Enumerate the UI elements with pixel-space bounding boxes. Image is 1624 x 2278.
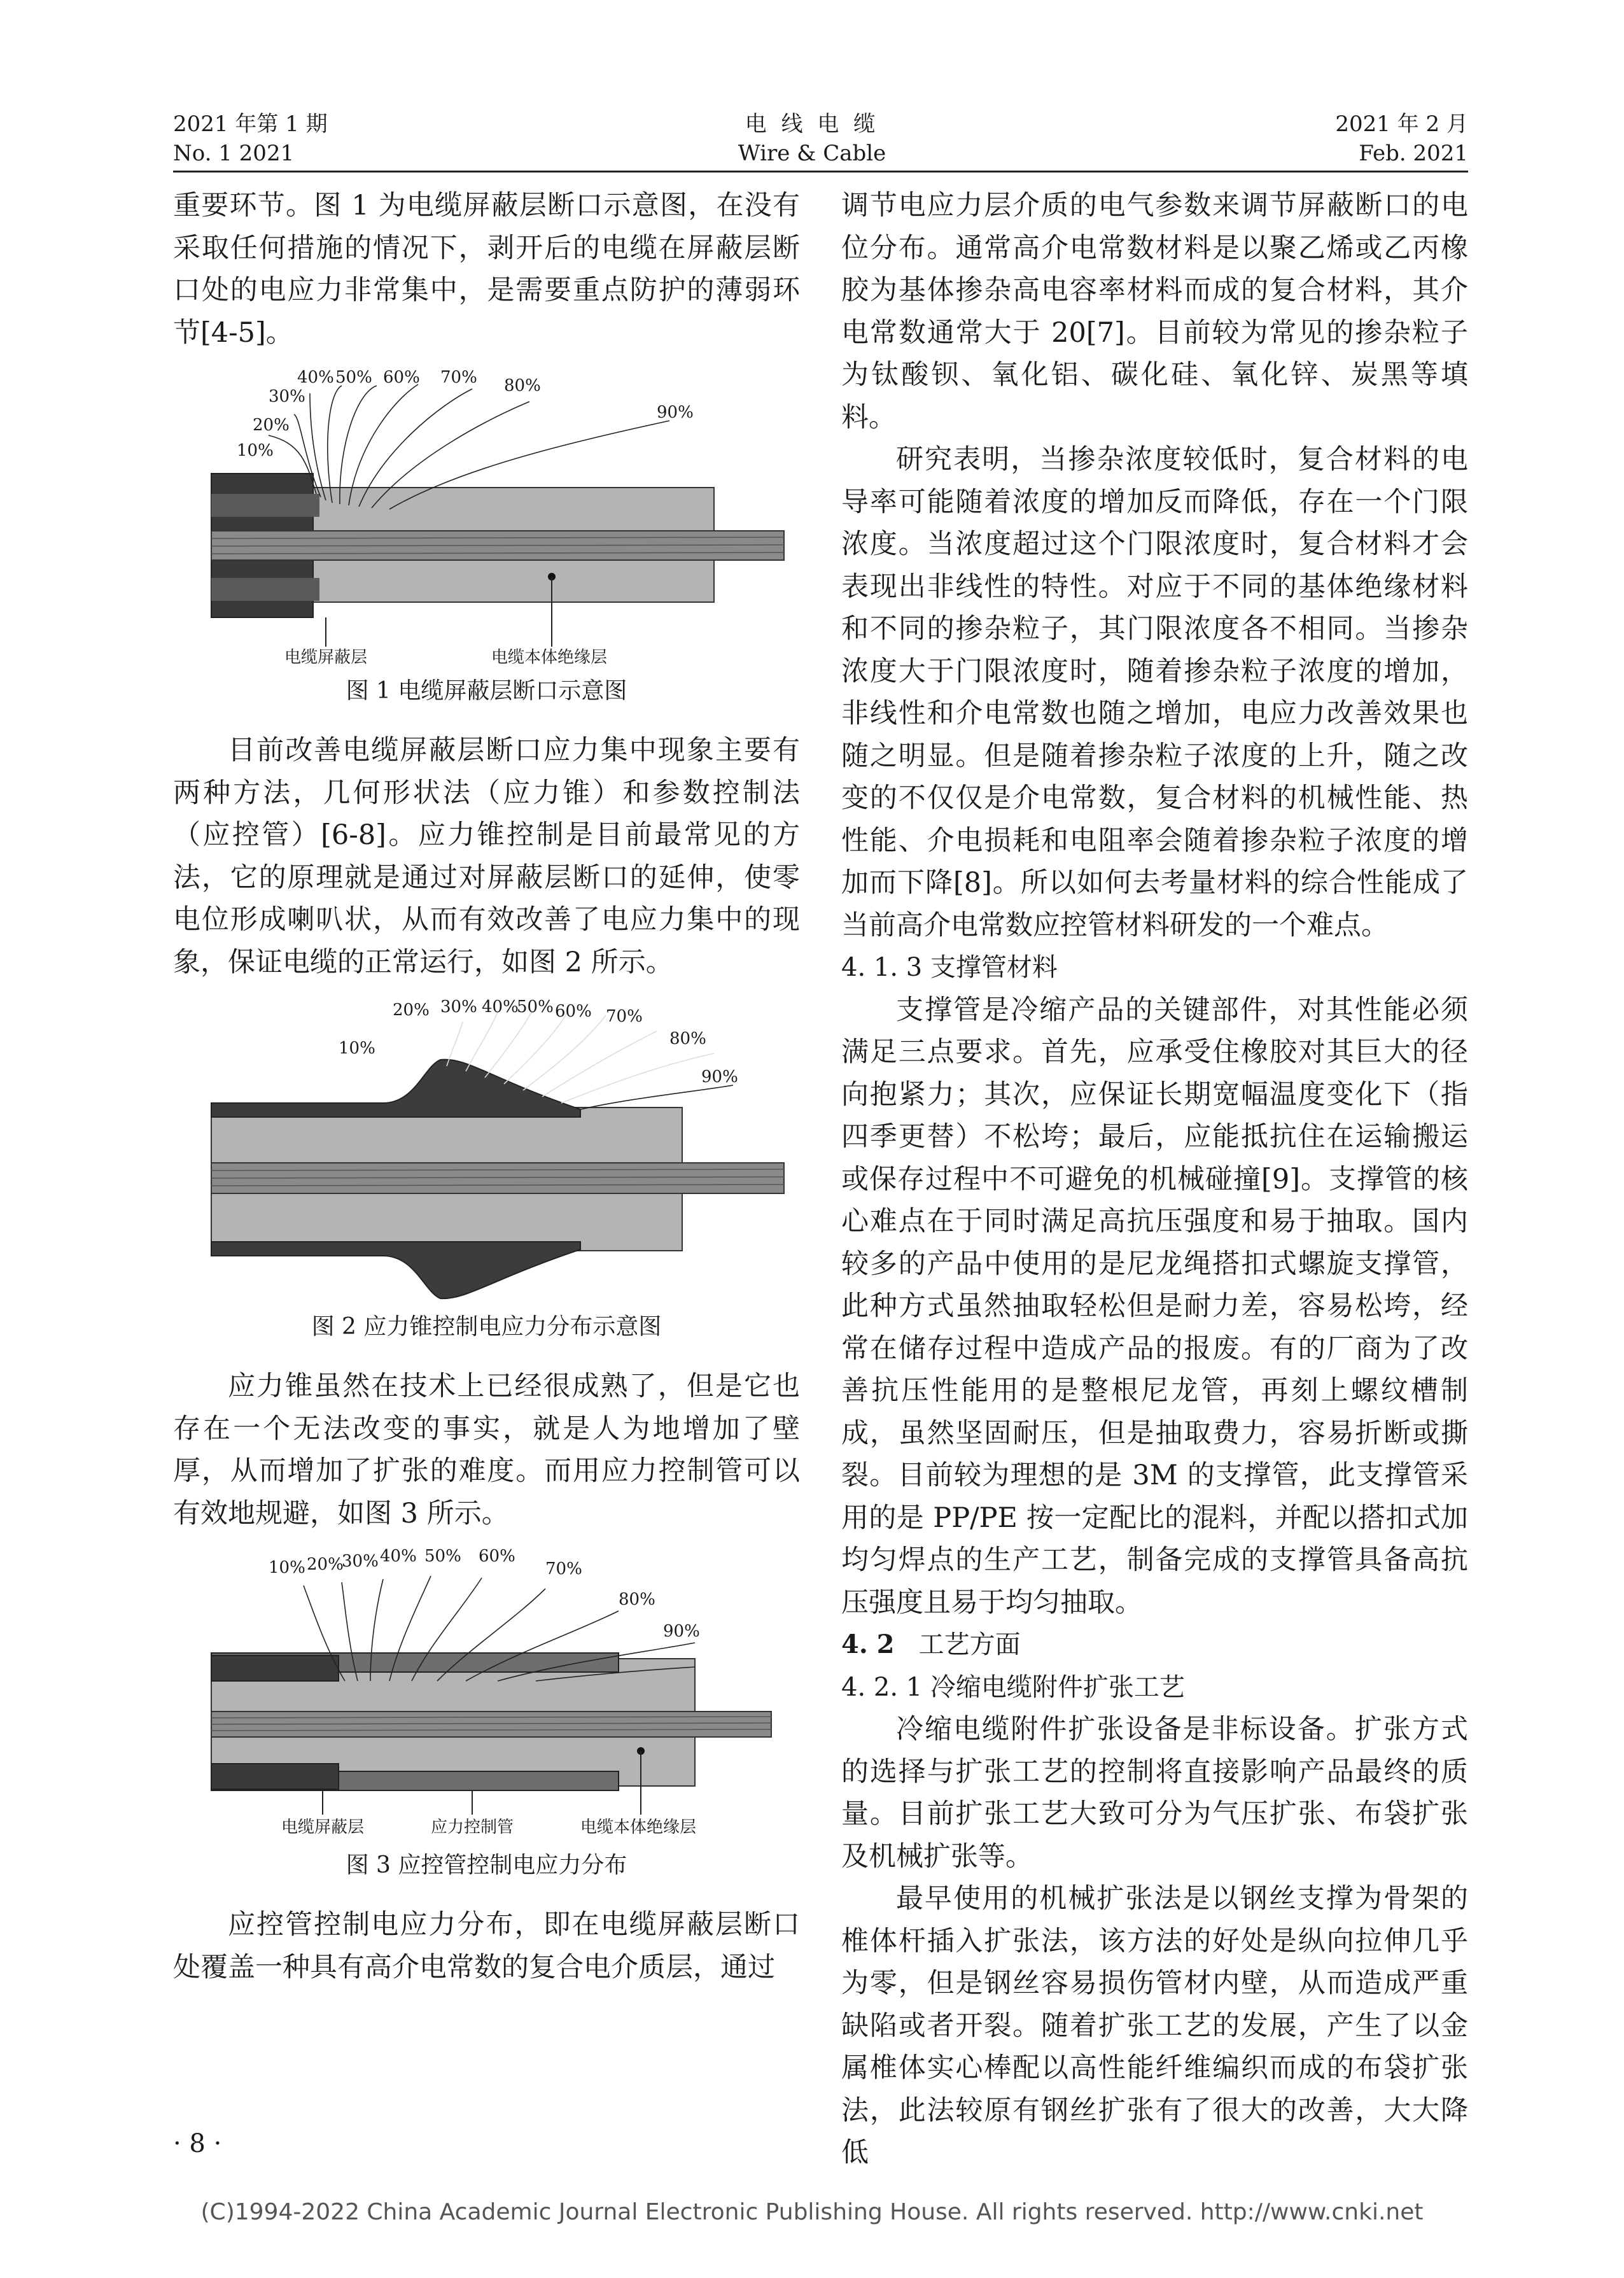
figure-1-caption: 图 1 电缆屏蔽层断口示意图	[346, 678, 627, 704]
fig3-callout-shield: 电缆屏蔽层	[281, 1818, 365, 1837]
fig1-callout-shield: 电缆屏蔽层	[284, 648, 368, 666]
fig3-label-80: 80%	[619, 1590, 655, 1609]
fig1-label-80: 80%	[504, 376, 541, 395]
fig3-label-90: 90%	[663, 1622, 700, 1641]
header-issue-cn: 2021 年第 1 期	[173, 111, 328, 137]
fig2-label-20: 20%	[393, 1001, 430, 1020]
header-journal-en: Wire & Cable	[738, 141, 886, 166]
right-paragraph-2: 研究表明，当掺杂浓度较低时，复合材料的电导率可能随着浓度的增加反而降低，存在一个门限浓度。当浓度超过这个门限浓度时，复合材料才会表现出非线性的特性。对应于不同的基体绝缘材料和不同的掺杂粒子，其门限浓度各不相同。当掺杂浓度大于门限浓度时，随着掺杂粒子浓度的增加，非线性和介电常数也随之增加，电应力改善效果也随之明显。但是随着掺杂粒子浓度的上升，随之改变的不仅仅是介电常数，复合材料的机械性能、热性能、介电损耗和电阻率会随着掺杂粒子浓度的增加而下降[8]。所以如何去考量材料的综合性能成了当前高介电常数应控管材料研发的一个难点。	[841, 444, 1468, 941]
section-4-2-title: 工艺方面	[918, 1630, 1021, 1659]
header-rule	[173, 171, 1468, 172]
fig3-label-50: 50%	[424, 1547, 461, 1566]
figure-2-diagram	[173, 996, 800, 1302]
figure-3-caption: 图 3 应控管控制电应力分布	[346, 1852, 627, 1878]
section-4-2-number: 4. 2	[841, 1629, 895, 1659]
header-issue-en: No. 1 2021	[173, 141, 295, 166]
fig3-label-40: 40%	[380, 1547, 417, 1566]
section-4-2-heading	[841, 1624, 1468, 1666]
fig1-callout-insulation: 电缆本体绝缘层	[491, 648, 608, 666]
right-paragraph-4: 冷缩电缆附件扩张设备是非标设备。扩张方式的选择与扩张工艺的控制将直接影响产品最终的质量。目前扩张工艺大致可分为气压扩张、布袋扩张及机械扩张等。	[841, 1713, 1468, 1873]
left-paragraph-3: 应力锥虽然在技术上已经很成熟了，但是它也存在一个无法改变的事实，就是人为地增加了壁厚，从而增加了扩张的难度。而用应力控制管可以有效地规避，如图 3 所示。	[173, 1370, 800, 1529]
figure-1	[173, 367, 800, 666]
fig1-label-70: 70%	[440, 368, 477, 387]
fig3-label-30: 30%	[342, 1552, 379, 1571]
fig2-label-40: 40%	[482, 997, 519, 1016]
fig2-label-50: 50%	[517, 997, 554, 1016]
header-date-cn: 2021 年 2 月	[1335, 111, 1468, 137]
fig1-label-30: 30%	[269, 387, 305, 406]
fig3-callout-insulation: 电缆本体绝缘层	[580, 1818, 697, 1837]
header-date-en: Feb. 2021	[1359, 141, 1468, 166]
copyright-footer: (C)1994-2022 China Academic Journal Electronic Publishing House. All rights reserved. http://www.cnki.net	[200, 2199, 1424, 2225]
right-column	[841, 185, 1468, 2174]
fig3-label-70: 70%	[545, 1559, 582, 1578]
header-journal-cn: 电 线 电 缆	[745, 111, 879, 137]
fig2-label-10: 10%	[339, 1039, 375, 1058]
fig1-label-20: 20%	[253, 416, 290, 435]
fig3-label-60: 60%	[479, 1547, 515, 1566]
fig2-label-60: 60%	[555, 1002, 592, 1021]
fig1-label-10: 10%	[237, 441, 274, 460]
right-paragraph-1: 调节电应力层介质的电气参数来调节屏蔽断口的电位分布。通常高介电常数材料是以聚乙烯或乙丙橡胶为基体掺杂高电容率材料而成的复合材料，其介电常数通常大于 20[7]。目前较为常见的掺杂粒子为钛酸钡、氧化铝、碳化硅、氧化锌、炭黑等填料。	[841, 190, 1468, 433]
left-column	[173, 185, 800, 1988]
fig3-label-10: 10%	[269, 1558, 305, 1577]
left-paragraph-4: 应控管控制电应力分布，即在电缆屏蔽层断口处覆盖一种具有高介电常数的复合电介质层，通过	[173, 1909, 800, 1983]
fig2-label-90: 90%	[701, 1067, 738, 1086]
right-paragraph-5: 最早使用的机械扩张法是以钢丝支撑为骨架的椎体杆插入扩张法，该方法的好处是纵向拉伸几乎为零，但是钢丝容易损伤管材内壁，从而造成严重缺陷或者开裂。随着扩张工艺的发展，产生了以金属椎体实心棒配以高性能纤维编织而成的布袋扩张法，此法较原有钢丝扩张有了很大的改善，大大降低	[841, 1883, 1468, 2169]
fig2-label-80: 80%	[669, 1029, 706, 1048]
figure-2-caption: 图 2 应力锥控制电应力分布示意图	[311, 1314, 662, 1340]
fig1-label-60: 60%	[383, 368, 420, 387]
section-4-2-1-heading: 4. 2. 1 冷缩电缆附件扩张工艺	[841, 1672, 1185, 1702]
right-paragraph-3: 支撑管是冷缩产品的关键部件，对其性能必须满足三点要求。首先，应承受住橡胶对其巨大的径向抱紧力；其次，应保证长期宽幅温度变化下（指四季更替）不松垮；最后，应能抵抗住在运输搬运或保存过程中不可避免的机械碰撞[9]。支撑管的核心难点在于同时满足高抗压强度和易于抽取。国内较多的产品中使用的是尼龙绳搭扣式螺旋支撑管，此种方式虽然抽取轻松但是耐力差，容易松垮，经常在储存过程中造成产品的报废。有的厂商为了改善抗压性能用的是整根尼龙管，再刻上螺纹槽制成，虽然坚固耐压，但是抽取费力，容易折断或撕裂。目前较为理想的是 3M 的支撑管，此支撑管采用的是 PP/PE 按一定配比的混料，并配以搭扣式加均匀焊点的生产工艺，制备完成的支撑管具备高抗压强度且易于均匀抽取。	[841, 994, 1468, 1619]
figure-3-diagram	[173, 1547, 800, 1840]
figure-2	[173, 996, 800, 1302]
page-number: · 8 ·	[173, 2129, 222, 2158]
fig2-label-30: 30%	[440, 997, 477, 1016]
fig2-label-70: 70%	[606, 1007, 643, 1026]
fig1-label-40: 40%	[297, 368, 334, 387]
fig3-label-20: 20%	[307, 1555, 344, 1574]
fig3-callout-control-tube: 应力控制管	[431, 1818, 514, 1837]
fig1-label-90: 90%	[657, 403, 694, 422]
fig1-label-50: 50%	[335, 368, 372, 387]
section-4-1-3-heading: 4. 1. 3 支撑管材料	[841, 953, 1058, 982]
left-paragraph-2: 目前改善电缆屏蔽层断口应力集中现象主要有两种方法，几何形状法（应力锥）和参数控制法（应控管）[6-8]。应力锥控制是目前最常见的方法，它的原理就是通过对屏蔽层断口的延伸，使零电位形成喇叭状，从而有效改善了电应力集中的现象，保证电缆的正常运行，如图 2 所示。	[173, 735, 800, 978]
figure-1-diagram	[173, 367, 800, 666]
left-paragraph-1: 重要环节。图 1 为电缆屏蔽层断口示意图，在没有采取任何措施的情况下，剥开后的电缆在屏蔽层断口处的电应力非常集中，是需要重点防护的薄弱环节[4-5]。	[173, 190, 800, 349]
figure-3	[173, 1547, 800, 1840]
